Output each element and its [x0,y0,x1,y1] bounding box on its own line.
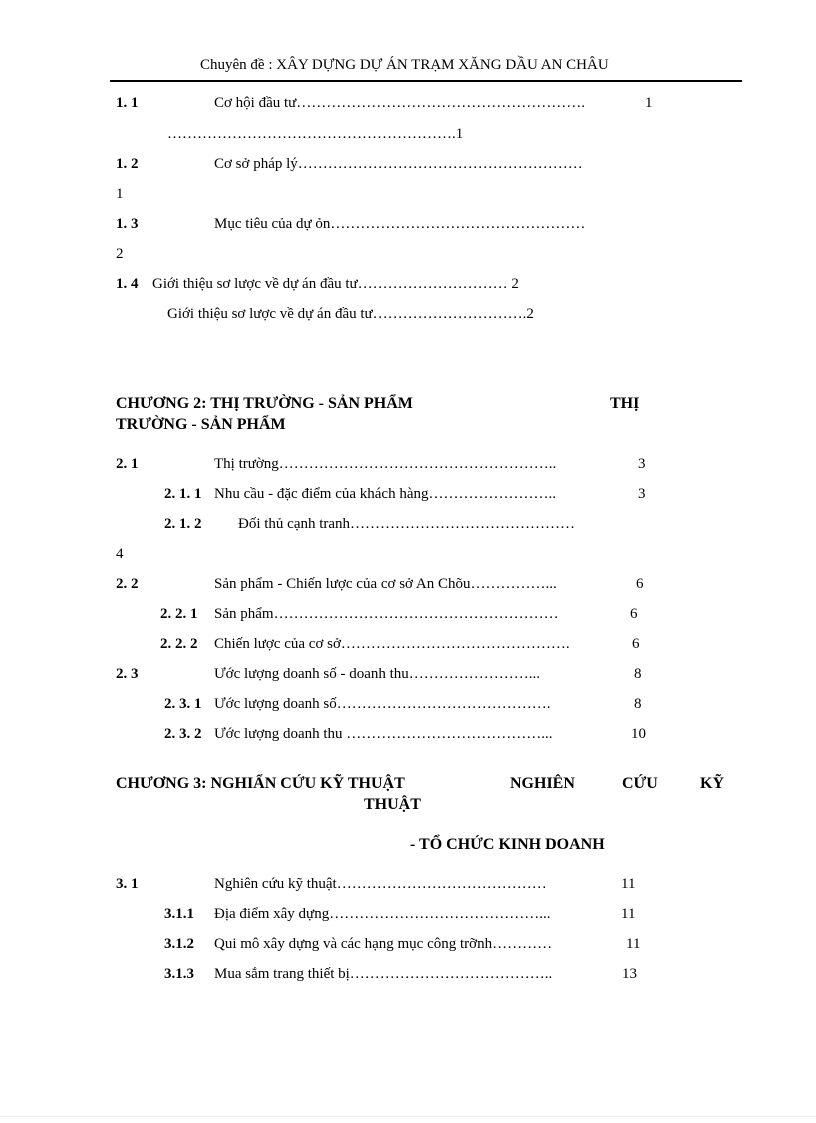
toc-number: 1. 4 [116,276,139,292]
toc-entry-text: Đối thủ cạnh tranh……………………………………… [238,516,576,532]
toc-entry-text: Thị trường……………………………………………….. [214,456,557,472]
toc-entry-text: Cơ hội đầu tư…………………………………………………. [214,95,586,111]
document-header: Chuyên đề : XÂY DỰNG DỰ ÁN TRẠM XĂNG DẦU AN CHÂU [200,57,609,73]
toc-number: 2. 2. 1 [160,606,198,622]
toc-entry-text: Nhu cầu - đặc điểm của khách hàng…………………….. [214,486,556,502]
toc-page-number: 6 [636,576,644,592]
toc-number: 1. 2 [116,156,139,172]
toc-number: 2. 1 [116,456,139,472]
toc-number: 2. 3 [116,666,139,682]
toc-page-number: 1 [645,95,653,111]
toc-entry-text: Mua sắm trang thiết bị………………………………….. [214,966,553,982]
toc-number: 2. 1. 1 [164,486,202,502]
chapter-title-repeat: THỊ [610,395,640,412]
chapter-title-repeat: TRƯỜNG - SẢN PHẨM [116,416,286,433]
toc-entry-text: Cơ sở pháp lý………………………………………………… [214,156,583,172]
toc-entry-text: Địa điểm xây dựng……………………………………... [214,906,551,922]
page-edge-divider [0,1116,816,1117]
toc-entry-continuation: ………………………………………………….1 [167,126,464,142]
toc-page-number: 11 [626,936,641,952]
chapter-title-repeat: THUẬT [364,796,421,813]
toc-entry-text: Ước lượng doanh thu …………………………………... [214,726,553,742]
toc-entry-text: Ước lượng doanh số……………………………………. [214,696,551,712]
toc-page-number: 6 [632,636,640,652]
toc-page-number: 8 [634,696,642,712]
toc-page-number: 10 [631,726,646,742]
toc-entry-text: Chiến lược của cơ sở………………………………………. [214,636,570,652]
toc-page-number: 4 [116,546,124,562]
toc-page-number: 2 [116,246,124,262]
toc-page-number: 13 [622,966,637,982]
toc-entry-text: Mục tiêu của dự ỏn…………………………………………… [214,216,586,232]
toc-number: 3.1.1 [164,906,194,922]
toc-page-number: 11 [621,906,636,922]
toc-page-number: 1 [116,186,124,202]
toc-number: 2. 1. 2 [164,516,202,532]
toc-entry-text: Qui mô xây dựng và các hạng mục công trỡnh………… [214,936,553,952]
toc-entry-text: Sản phẩm………………………………………………… [214,606,559,622]
chapter-title: CHƯƠNG 3: NGHIẨN CỨU KỸ THUẬT [116,775,405,792]
toc-number: 1. 3 [116,216,139,232]
toc-entry-text: Nghiên cứu kỹ thuật…………………………………… [214,876,547,892]
toc-number: 3.1.3 [164,966,194,982]
toc-page-number: 3 [638,456,646,472]
toc-number: 3. 1 [116,876,139,892]
chapter-subtitle: - TỔ CHỨC KINH DOANH [410,836,605,853]
toc-page-number: 3 [638,486,646,502]
toc-entry-text: Giới thiệu sơ lược về dự án đầu tư………………………… 2 [152,276,519,292]
toc-number: 2. 3. 1 [164,696,202,712]
toc-number: 2. 2 [116,576,139,592]
toc-entry-text: Sản phẩm - Chiến lược của cơ sở An Chõu……………... [214,576,557,592]
chapter-title-repeat: CỨU [622,775,658,792]
chapter-title-repeat: KỸ [700,775,724,792]
toc-entry-continuation: Giới thiệu sơ lược về dự án đầu tư………………………….2 [167,306,534,322]
chapter-title: CHƯƠNG 2: THỊ TRƯỜNG - SẢN PHẨM [116,395,413,412]
toc-page-number: 6 [630,606,638,622]
toc-number: 2. 3. 2 [164,726,202,742]
toc-number: 1. 1 [116,95,139,111]
header-rule [110,80,742,82]
toc-page-number: 11 [621,876,636,892]
toc-number: 3.1.2 [164,936,194,952]
toc-number: 2. 2. 2 [160,636,198,652]
chapter-title-repeat: NGHIÊN [510,775,575,792]
toc-entry-text: Ước lượng doanh số - doanh thu……………………... [214,666,541,682]
toc-page-number: 8 [634,666,642,682]
